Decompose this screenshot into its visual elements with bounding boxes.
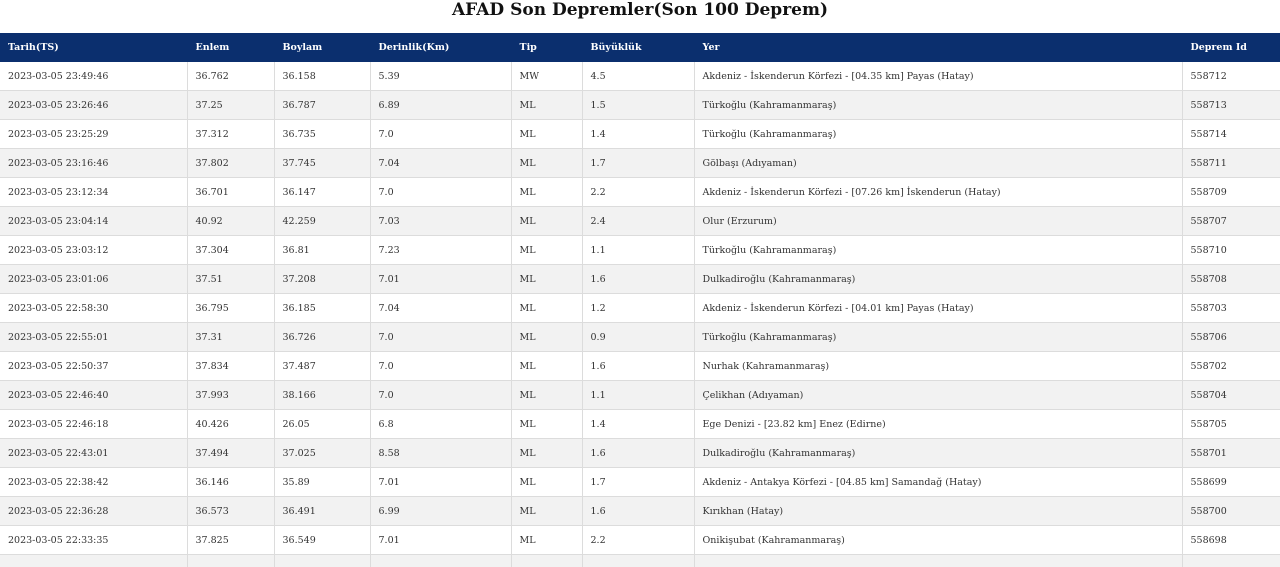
table-row bbox=[0, 149, 1280, 178]
cell-derinlik: 7.0 bbox=[370, 120, 511, 149]
cell-enlem: 37.31 bbox=[187, 323, 274, 352]
cell-derinlik: 7.04 bbox=[370, 149, 511, 178]
cell-tarih: 2023-03-05 22:46:40 bbox=[0, 381, 187, 410]
cell-deprem-id: 558702 bbox=[1182, 352, 1280, 381]
cell-derinlik: 6.8 bbox=[370, 410, 511, 439]
cell-boylam: 36.158 bbox=[274, 62, 370, 91]
cell-deprem-id: 558708 bbox=[1182, 265, 1280, 294]
cell-buyukluk: 2.4 bbox=[582, 207, 694, 236]
cell-buyukluk: 2.2 bbox=[582, 526, 694, 555]
cell-tip: ML bbox=[511, 526, 582, 555]
cell-yer: Dulkadiroğlu (Kahramanmaraş) bbox=[694, 439, 1182, 468]
cell-buyukluk: 1.6 bbox=[582, 497, 694, 526]
cell-derinlik: 6.99 bbox=[370, 497, 511, 526]
cell-tarih: 2023-03-05 22:36:28 bbox=[0, 497, 187, 526]
cell-derinlik: 7.0 bbox=[370, 323, 511, 352]
cell-boylam: 36.147 bbox=[274, 178, 370, 207]
cell-enlem: 37.304 bbox=[187, 236, 274, 265]
cell-enlem: 37.494 bbox=[187, 439, 274, 468]
cell-tip: ML bbox=[511, 468, 582, 497]
header-row bbox=[0, 33, 1280, 62]
table-body bbox=[0, 62, 1280, 567]
cell-tarih: 2023-03-05 23:26:46 bbox=[0, 91, 187, 120]
cell-yer: Gölbaşı (Adıyaman) bbox=[694, 149, 1182, 178]
header-deprem-id: Deprem Id bbox=[1182, 33, 1280, 62]
table-row bbox=[0, 323, 1280, 352]
cell-tarih: 2023-03-05 23:49:46 bbox=[0, 62, 187, 91]
cell-boylam: 36.549 bbox=[274, 526, 370, 555]
cell-enlem: 37.51 bbox=[187, 265, 274, 294]
cell-boylam: 36.726 bbox=[274, 323, 370, 352]
cell-tarih: 2023-03-05 23:12:34 bbox=[0, 178, 187, 207]
cell-buyukluk: 1.4 bbox=[582, 410, 694, 439]
cell-tip: ML bbox=[511, 91, 582, 120]
cell-deprem-id: 558712 bbox=[1182, 62, 1280, 91]
cell-derinlik: 7.01 bbox=[370, 468, 511, 497]
cell-tip: ML bbox=[511, 352, 582, 381]
cell-buyukluk: 4.5 bbox=[582, 62, 694, 91]
header-yer: Yer bbox=[694, 33, 1182, 62]
cell-yer: Dulkadiroğlu (Kahramanmaraş) bbox=[694, 265, 1182, 294]
cell-tarih: 2023-03-05 22:43:01 bbox=[0, 439, 187, 468]
cell-enlem bbox=[187, 555, 274, 567]
table-row bbox=[0, 178, 1280, 207]
cell-buyukluk: 0.9 bbox=[582, 323, 694, 352]
cell-derinlik: 6.89 bbox=[370, 91, 511, 120]
table-row bbox=[0, 497, 1280, 526]
cell-tarih: 2023-03-05 22:33:35 bbox=[0, 526, 187, 555]
cell-tarih: 2023-03-05 22:38:42 bbox=[0, 468, 187, 497]
cell-boylam: 37.487 bbox=[274, 352, 370, 381]
table-row bbox=[0, 352, 1280, 381]
header-tarih: Tarih(TS) bbox=[0, 33, 187, 62]
cell-tip: ML bbox=[511, 149, 582, 178]
cell-yer: Akdeniz - İskenderun Körfezi - [04.01 km] Payas (Hatay) bbox=[694, 294, 1182, 323]
header-enlem: Enlem bbox=[187, 33, 274, 62]
cell-yer: Ege Denizi - [23.82 km] Enez (Edirne) bbox=[694, 410, 1182, 439]
cell-derinlik: 7.23 bbox=[370, 236, 511, 265]
cell-tarih: 2023-03-05 22:46:18 bbox=[0, 410, 187, 439]
cell-tarih: 2023-03-05 23:03:12 bbox=[0, 236, 187, 265]
cell-boylam: 38.166 bbox=[274, 381, 370, 410]
cell-enlem: 37.993 bbox=[187, 381, 274, 410]
table-row bbox=[0, 439, 1280, 468]
cell-derinlik: 7.01 bbox=[370, 265, 511, 294]
cell-enlem: 37.25 bbox=[187, 91, 274, 120]
cell-deprem-id: 558705 bbox=[1182, 410, 1280, 439]
cell-enlem: 37.834 bbox=[187, 352, 274, 381]
cell-buyukluk: 1.4 bbox=[582, 120, 694, 149]
cell-deprem-id: 558707 bbox=[1182, 207, 1280, 236]
cell-enlem: 40.426 bbox=[187, 410, 274, 439]
table-row bbox=[0, 62, 1280, 91]
cell-boylam: 36.491 bbox=[274, 497, 370, 526]
cell-enlem: 36.573 bbox=[187, 497, 274, 526]
cell-yer: Çelikhan (Adıyaman) bbox=[694, 381, 1182, 410]
cell-tip: ML bbox=[511, 120, 582, 149]
table-row bbox=[0, 381, 1280, 410]
cell-yer: Türkoğlu (Kahramanmaraş) bbox=[694, 236, 1182, 265]
cell-boylam: 37.745 bbox=[274, 149, 370, 178]
header-derinlik: Derinlik(Km) bbox=[370, 33, 511, 62]
cell-tip: ML bbox=[511, 323, 582, 352]
cell-enlem: 40.92 bbox=[187, 207, 274, 236]
cell-derinlik: 5.39 bbox=[370, 62, 511, 91]
cell-yer bbox=[694, 555, 1182, 567]
cell-tarih: 2023-03-05 23:04:14 bbox=[0, 207, 187, 236]
cell-tip: ML bbox=[511, 178, 582, 207]
cell-tip: ML bbox=[511, 439, 582, 468]
header-boylam: Boylam bbox=[274, 33, 370, 62]
cell-deprem-id: 558699 bbox=[1182, 468, 1280, 497]
cell-buyukluk: 2.2 bbox=[582, 178, 694, 207]
cell-enlem: 36.701 bbox=[187, 178, 274, 207]
cell-boylam: 26.05 bbox=[274, 410, 370, 439]
cell-boylam: 35.89 bbox=[274, 468, 370, 497]
cell-derinlik: 7.0 bbox=[370, 178, 511, 207]
table-row bbox=[0, 555, 1280, 567]
cell-buyukluk bbox=[582, 555, 694, 567]
cell-deprem-id: 558711 bbox=[1182, 149, 1280, 178]
cell-tarih: 2023-03-05 23:25:29 bbox=[0, 120, 187, 149]
table-row bbox=[0, 468, 1280, 497]
page-title: AFAD Son Depremler(Son 100 Deprem) bbox=[451, 0, 829, 20]
cell-derinlik: 7.03 bbox=[370, 207, 511, 236]
cell-buyukluk: 1.6 bbox=[582, 265, 694, 294]
cell-yer: Türkoğlu (Kahramanmaraş) bbox=[694, 120, 1182, 149]
cell-boylam: 42.259 bbox=[274, 207, 370, 236]
cell-derinlik: 7.01 bbox=[370, 526, 511, 555]
cell-yer: Onikişubat (Kahramanmaraş) bbox=[694, 526, 1182, 555]
cell-enlem: 37.825 bbox=[187, 526, 274, 555]
cell-deprem-id: 558701 bbox=[1182, 439, 1280, 468]
cell-deprem-id: 558706 bbox=[1182, 323, 1280, 352]
cell-tip: ML bbox=[511, 410, 582, 439]
cell-buyukluk: 1.1 bbox=[582, 236, 694, 265]
cell-buyukluk: 1.1 bbox=[582, 381, 694, 410]
cell-deprem-id: 558700 bbox=[1182, 497, 1280, 526]
cell-boylam: 36.787 bbox=[274, 91, 370, 120]
cell-yer: Olur (Erzurum) bbox=[694, 207, 1182, 236]
cell-yer: Akdeniz - İskenderun Körfezi - [07.26 km] İskenderun (Hatay) bbox=[694, 178, 1182, 207]
table-row bbox=[0, 410, 1280, 439]
cell-boylam: 36.735 bbox=[274, 120, 370, 149]
cell-deprem-id: 558704 bbox=[1182, 381, 1280, 410]
cell-derinlik bbox=[370, 555, 511, 567]
table-row bbox=[0, 91, 1280, 120]
table-row bbox=[0, 265, 1280, 294]
cell-deprem-id: 558703 bbox=[1182, 294, 1280, 323]
cell-deprem-id: 558714 bbox=[1182, 120, 1280, 149]
cell-tarih: 2023-03-05 23:01:06 bbox=[0, 265, 187, 294]
cell-deprem-id: 558710 bbox=[1182, 236, 1280, 265]
cell-yer: Akdeniz - Antakya Körfezi - [04.85 km] Samandağ (Hatay) bbox=[694, 468, 1182, 497]
cell-buyukluk: 1.7 bbox=[582, 468, 694, 497]
earthquake-table bbox=[0, 33, 1280, 567]
table-row bbox=[0, 294, 1280, 323]
cell-tip: ML bbox=[511, 381, 582, 410]
cell-tarih: 2023-03-05 22:58:30 bbox=[0, 294, 187, 323]
cell-yer: Nurhak (Kahramanmaraş) bbox=[694, 352, 1182, 381]
table-row bbox=[0, 526, 1280, 555]
cell-yer: Türkoğlu (Kahramanmaraş) bbox=[694, 323, 1182, 352]
cell-boylam bbox=[274, 555, 370, 567]
cell-deprem-id: 558713 bbox=[1182, 91, 1280, 120]
header-buyukluk: Büyüklük bbox=[582, 33, 694, 62]
cell-tarih: 2023-03-05 23:16:46 bbox=[0, 149, 187, 178]
table-row bbox=[0, 236, 1280, 265]
cell-yer: Akdeniz - İskenderun Körfezi - [04.35 km] Payas (Hatay) bbox=[694, 62, 1182, 91]
cell-deprem-id: 558709 bbox=[1182, 178, 1280, 207]
cell-boylam: 36.185 bbox=[274, 294, 370, 323]
cell-tarih bbox=[0, 555, 187, 567]
cell-enlem: 36.762 bbox=[187, 62, 274, 91]
cell-enlem: 36.795 bbox=[187, 294, 274, 323]
table-row bbox=[0, 207, 1280, 236]
cell-tip: ML bbox=[511, 294, 582, 323]
cell-tarih: 2023-03-05 22:50:37 bbox=[0, 352, 187, 381]
header-tip: Tip bbox=[511, 33, 582, 62]
cell-derinlik: 8.58 bbox=[370, 439, 511, 468]
cell-yer: Kırıkhan (Hatay) bbox=[694, 497, 1182, 526]
cell-tip bbox=[511, 555, 582, 567]
cell-buyukluk: 1.2 bbox=[582, 294, 694, 323]
cell-deprem-id bbox=[1182, 555, 1280, 567]
cell-boylam: 37.025 bbox=[274, 439, 370, 468]
cell-deprem-id: 558698 bbox=[1182, 526, 1280, 555]
cell-tip: ML bbox=[511, 265, 582, 294]
cell-tip: ML bbox=[511, 236, 582, 265]
table-row bbox=[0, 120, 1280, 149]
cell-buyukluk: 1.6 bbox=[582, 439, 694, 468]
cell-tarih: 2023-03-05 22:55:01 bbox=[0, 323, 187, 352]
cell-buyukluk: 1.5 bbox=[582, 91, 694, 120]
cell-boylam: 36.81 bbox=[274, 236, 370, 265]
cell-derinlik: 7.0 bbox=[370, 352, 511, 381]
cell-buyukluk: 1.7 bbox=[582, 149, 694, 178]
cell-boylam: 37.208 bbox=[274, 265, 370, 294]
cell-buyukluk: 1.6 bbox=[582, 352, 694, 381]
table-header bbox=[0, 33, 1280, 62]
cell-enlem: 37.802 bbox=[187, 149, 274, 178]
cell-yer: Türkoğlu (Kahramanmaraş) bbox=[694, 91, 1182, 120]
cell-tip: ML bbox=[511, 207, 582, 236]
cell-tip: MW bbox=[511, 62, 582, 91]
cell-tip: ML bbox=[511, 497, 582, 526]
cell-enlem: 37.312 bbox=[187, 120, 274, 149]
cell-derinlik: 7.0 bbox=[370, 381, 511, 410]
cell-enlem: 36.146 bbox=[187, 468, 274, 497]
cell-derinlik: 7.04 bbox=[370, 294, 511, 323]
